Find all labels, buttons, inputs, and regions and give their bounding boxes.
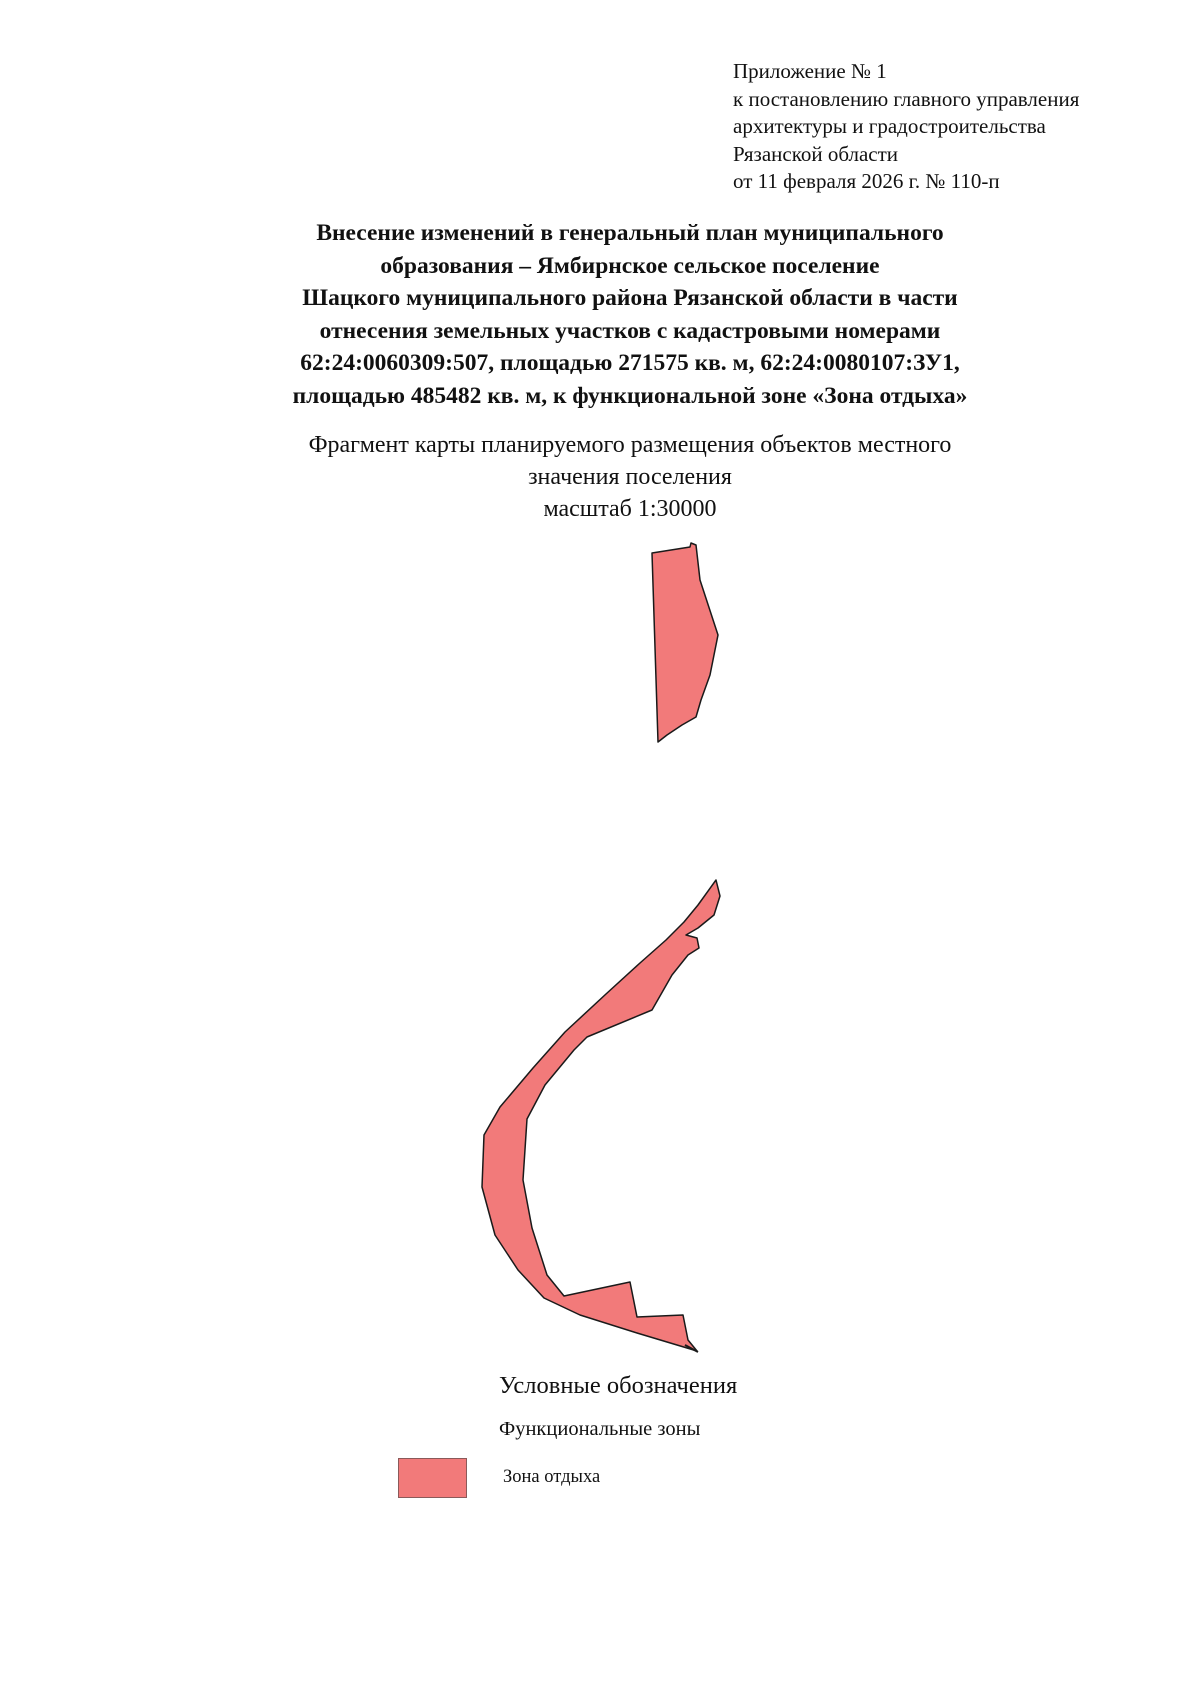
legend-label-recreation-zone: Зона отдыха — [503, 1467, 601, 1487]
appendix-line: к постановлению главного управления — [733, 86, 1080, 111]
subtitle-line: значения поселения — [528, 464, 732, 490]
legend-subtitle: Функциональные зоны — [499, 1418, 701, 1440]
legend-title: Условные обозначения — [499, 1372, 738, 1399]
appendix-line: Приложение № 1 — [733, 59, 887, 83]
title-line: образования – Ямбирнское сельское поселение — [380, 252, 880, 279]
title-line: площадью 485482 кв. м, к функциональной зоне «Зона отдыха» — [292, 382, 968, 409]
recreation-zone-parcel-south — [482, 880, 720, 1351]
map-scale: масштаб 1:30000 — [543, 496, 717, 522]
title-line: Шацкого муниципального района Рязанской области в части — [302, 285, 958, 311]
appendix-line: от 11 февраля 2026 г. № 110-п — [733, 169, 1000, 193]
title-line: отнесения земельных участков с кадастровыми номерами — [319, 317, 941, 344]
legend-swatch-recreation-zone — [398, 1458, 467, 1498]
subtitle-line: Фрагмент карты планируемого размещения объектов местного — [308, 432, 952, 458]
title-line: Внесение изменений в генеральный план муниципального — [316, 220, 944, 246]
appendix-line: Рязанской области — [733, 141, 899, 166]
recreation-zone-parcel-north — [652, 543, 718, 742]
appendix-line: архитектуры и градостроительства — [733, 114, 1046, 138]
title-line: 62:24:0060309:507, площадью 271575 кв. м, 62:24:0080107:ЗУ1, — [300, 350, 960, 376]
